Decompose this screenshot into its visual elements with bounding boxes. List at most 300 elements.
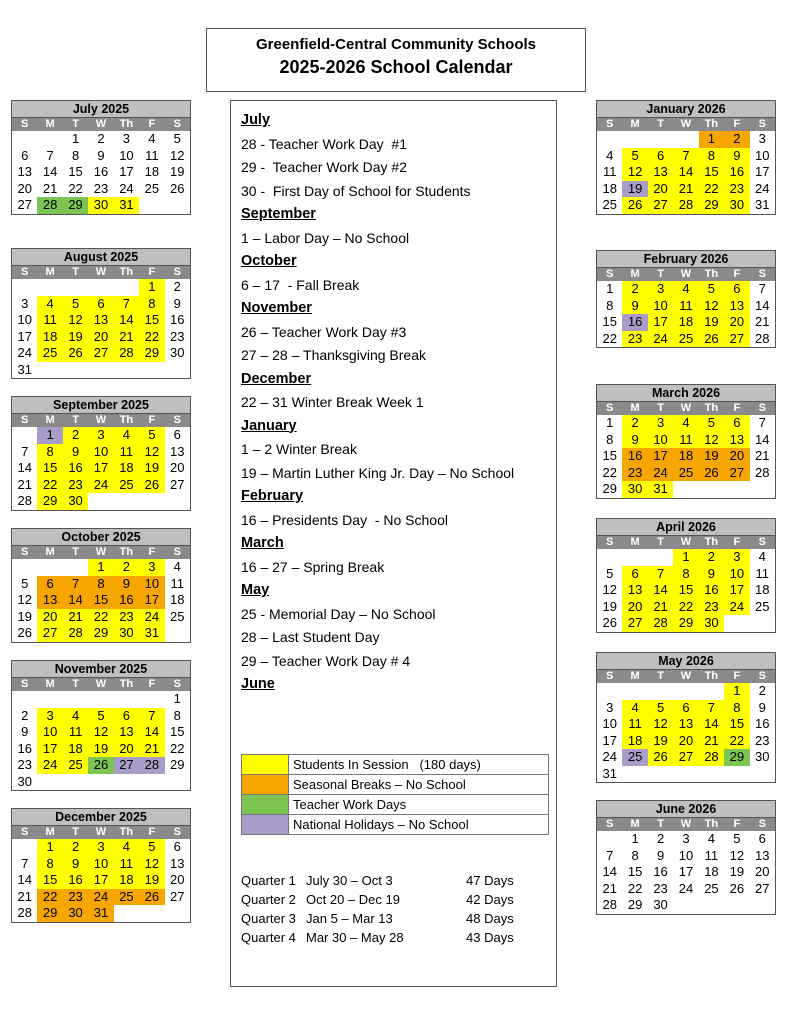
day-cell: 21 bbox=[699, 733, 724, 750]
event-month-heading: November bbox=[241, 300, 312, 316]
event-item: 6 – 17 - Fall Break bbox=[241, 276, 360, 293]
legend-swatch bbox=[242, 795, 289, 814]
day-cell: 26 bbox=[17, 625, 32, 640]
empty-day-cell bbox=[37, 774, 62, 791]
day-cell: 2 bbox=[724, 131, 749, 148]
empty-day-cell bbox=[12, 691, 37, 708]
day-cell: 15 bbox=[88, 592, 113, 609]
month-title: August 2025 bbox=[12, 249, 190, 266]
day-cell: 4 bbox=[173, 559, 181, 574]
legend-swatch bbox=[242, 815, 289, 834]
day-cell: 16 bbox=[622, 448, 647, 465]
day-cell: 9 bbox=[622, 432, 647, 449]
day-cell: 11 bbox=[602, 164, 617, 179]
weekday-label: M bbox=[45, 414, 55, 426]
day-cell: 29 bbox=[724, 749, 749, 766]
day-cell: 20 bbox=[724, 314, 749, 331]
day-cell: 28 bbox=[755, 464, 770, 480]
day-cell: 5 bbox=[699, 415, 724, 432]
day-cell: 9 bbox=[724, 148, 749, 165]
day-cell: 1 bbox=[37, 427, 62, 444]
day-cell: 30 bbox=[17, 773, 32, 789]
weekday-label: M bbox=[630, 402, 640, 414]
weekday-label: S bbox=[173, 678, 181, 690]
empty-day-cell bbox=[165, 625, 190, 642]
weekday-header bbox=[597, 268, 775, 281]
day-cell: 18 bbox=[144, 164, 160, 179]
day-cell: 5 bbox=[173, 131, 181, 146]
day-cell: 24 bbox=[17, 345, 32, 360]
day-cell: 10 bbox=[755, 147, 770, 163]
empty-day-cell bbox=[597, 831, 622, 848]
day-cell: 23 bbox=[63, 477, 88, 494]
weekday-label: S bbox=[173, 826, 181, 838]
day-cell: 18 bbox=[622, 733, 647, 750]
day-cell: 20 bbox=[114, 741, 139, 758]
weekday-label: S bbox=[21, 266, 29, 278]
day-cell: 28 bbox=[17, 493, 32, 508]
day-cell: 10 bbox=[37, 724, 62, 741]
day-cell: 9 bbox=[63, 444, 88, 461]
weekday-label: F bbox=[733, 402, 741, 414]
month-title: June 2026 bbox=[597, 801, 775, 818]
day-cell: 3 bbox=[122, 131, 131, 146]
day-cell: 7 bbox=[46, 147, 54, 163]
day-cell: 21 bbox=[602, 880, 617, 896]
empty-day-cell bbox=[724, 897, 749, 914]
day-cell: 11 bbox=[170, 575, 185, 591]
day-cell: 19 bbox=[729, 864, 745, 879]
weekday-label: S bbox=[606, 118, 614, 130]
empty-day-cell bbox=[114, 279, 139, 296]
quarters-table bbox=[241, 871, 541, 947]
empty-day-cell bbox=[37, 131, 62, 148]
empty-day-cell bbox=[165, 774, 190, 791]
day-cell: 23 bbox=[17, 757, 32, 772]
day-cell: 24 bbox=[88, 889, 113, 906]
day-cell: 13 bbox=[88, 312, 113, 329]
day-cell: 17 bbox=[17, 328, 32, 344]
day-cell: 7 bbox=[758, 281, 766, 296]
day-cell: 25 bbox=[63, 757, 88, 774]
weekday-label: M bbox=[630, 118, 640, 130]
event-month-heading: March bbox=[241, 535, 284, 551]
day-cell: 11 bbox=[673, 298, 698, 315]
weekday-label: W bbox=[680, 118, 692, 130]
day-cell: 5 bbox=[139, 839, 164, 856]
month-calendar bbox=[596, 384, 776, 499]
month-calendar bbox=[596, 250, 776, 348]
empty-day-cell bbox=[724, 615, 749, 632]
empty-day-cell bbox=[37, 362, 62, 379]
weekday-label: Th bbox=[704, 670, 719, 682]
day-cell: 24 bbox=[602, 749, 617, 764]
day-cell: 4 bbox=[37, 296, 62, 313]
weekday-label: M bbox=[630, 818, 640, 830]
weekday-label: Th bbox=[119, 414, 134, 426]
legend-label: Students In Session (180 days) bbox=[293, 757, 481, 772]
day-cell: 16 bbox=[63, 872, 88, 889]
weekday-label: F bbox=[148, 118, 156, 130]
day-cell: 11 bbox=[37, 312, 62, 329]
weekday-label: M bbox=[630, 670, 640, 682]
day-cell: 23 bbox=[755, 732, 770, 748]
quarter-row bbox=[241, 928, 541, 947]
day-cell: 23 bbox=[622, 331, 647, 348]
day-cell: 21 bbox=[63, 609, 88, 626]
empty-day-cell bbox=[139, 774, 164, 791]
empty-day-cell bbox=[139, 362, 164, 379]
event-month-heading: July bbox=[241, 112, 271, 128]
day-cell: 4 bbox=[63, 708, 88, 725]
day-cell: 26 bbox=[699, 331, 724, 348]
day-cell: 7 bbox=[606, 847, 614, 863]
district-name: Greenfield-Central Community Schools bbox=[255, 36, 537, 53]
day-cell: 8 bbox=[699, 148, 724, 165]
day-cell: 23 bbox=[93, 180, 109, 196]
events-list bbox=[231, 101, 556, 697]
day-cell: 8 bbox=[37, 444, 62, 461]
day-cell: 11 bbox=[755, 565, 770, 581]
weekday-label: F bbox=[733, 268, 741, 280]
weekday-label: M bbox=[630, 536, 640, 548]
day-cell: 15 bbox=[139, 312, 164, 329]
day-cell: 8 bbox=[173, 707, 181, 723]
day-cell: 19 bbox=[699, 314, 724, 331]
day-cell: 17 bbox=[602, 732, 617, 748]
day-cell: 22 bbox=[37, 889, 62, 906]
day-cell: 2 bbox=[21, 707, 29, 723]
day-cell: 3 bbox=[606, 699, 614, 715]
empty-day-cell bbox=[622, 549, 647, 566]
day-cell: 15 bbox=[37, 460, 62, 477]
legend-row bbox=[242, 795, 548, 815]
day-cell: 24 bbox=[755, 180, 770, 196]
quarter-days: 48 Days bbox=[466, 911, 514, 926]
event-item: 16 – 27 – Spring Break bbox=[241, 558, 385, 575]
day-cell: 26 bbox=[170, 180, 185, 196]
weekday-header bbox=[597, 402, 775, 415]
weekday-label: W bbox=[680, 268, 692, 280]
month-calendar bbox=[11, 100, 191, 215]
weekday-label: T bbox=[72, 414, 79, 426]
day-cell: 5 bbox=[88, 708, 113, 725]
empty-day-cell bbox=[648, 549, 673, 566]
day-cell: 17 bbox=[724, 582, 749, 599]
day-cell: 5 bbox=[21, 575, 29, 591]
weekday-header bbox=[12, 414, 190, 427]
legend-row bbox=[242, 815, 548, 834]
day-cell: 16 bbox=[755, 716, 770, 731]
day-cell: 23 bbox=[622, 465, 647, 482]
event-month-heading: December bbox=[241, 370, 312, 387]
day-cell: 3 bbox=[21, 295, 29, 311]
day-cell: 4 bbox=[758, 549, 766, 564]
day-cell: 20 bbox=[88, 329, 113, 346]
weekday-header bbox=[12, 266, 190, 279]
day-cell: 5 bbox=[622, 148, 647, 165]
day-cell: 1 bbox=[606, 415, 614, 430]
weekday-label: F bbox=[148, 266, 156, 278]
day-cell: 6 bbox=[758, 831, 766, 846]
day-cell: 9 bbox=[699, 566, 724, 583]
day-cell: 25 bbox=[673, 465, 698, 482]
day-cell: 19 bbox=[17, 608, 32, 624]
day-cell: 25 bbox=[673, 331, 698, 348]
month-title: February 2026 bbox=[597, 251, 775, 268]
day-cell: 28 bbox=[37, 197, 62, 214]
day-cell: 27 bbox=[114, 757, 139, 774]
day-cell: 8 bbox=[88, 576, 113, 593]
day-cell: 20 bbox=[622, 599, 647, 616]
day-cell: 12 bbox=[602, 582, 617, 597]
day-cell: 14 bbox=[673, 164, 698, 181]
day-cell: 20 bbox=[724, 448, 749, 465]
day-cell: 1 bbox=[699, 131, 724, 148]
day-cell: 24 bbox=[88, 477, 113, 494]
day-cell: 16 bbox=[653, 864, 668, 879]
day-grid bbox=[597, 281, 775, 347]
legend-label: Teacher Work Days bbox=[293, 797, 407, 812]
day-cell: 12 bbox=[139, 444, 164, 461]
month-title: January 2026 bbox=[597, 101, 775, 118]
empty-day-cell bbox=[139, 493, 164, 510]
day-cell: 19 bbox=[63, 329, 88, 346]
day-cell: 6 bbox=[173, 427, 181, 442]
day-cell: 13 bbox=[648, 164, 673, 181]
weekday-label: M bbox=[45, 546, 55, 558]
day-grid bbox=[12, 131, 190, 214]
day-cell: 29 bbox=[699, 197, 724, 214]
day-cell: 3 bbox=[724, 549, 749, 566]
day-cell: 27 bbox=[17, 197, 32, 212]
weekday-label: W bbox=[680, 670, 692, 682]
day-cell: 6 bbox=[173, 839, 181, 854]
day-cell: 2 bbox=[173, 279, 181, 294]
day-cell: 26 bbox=[63, 345, 88, 362]
day-cell: 29 bbox=[37, 493, 62, 510]
day-cell: 16 bbox=[63, 460, 88, 477]
day-cell: 13 bbox=[673, 716, 698, 733]
month-title: November 2025 bbox=[12, 661, 190, 678]
quarter-range: Oct 20 – Dec 19 bbox=[306, 892, 400, 907]
day-cell: 14 bbox=[139, 724, 164, 741]
event-item: 16 – Presidents Day - No School bbox=[241, 511, 448, 528]
weekday-label: T bbox=[657, 670, 664, 682]
day-cell: 20 bbox=[170, 460, 185, 475]
day-cell: 1 bbox=[37, 839, 62, 856]
day-cell: 16 bbox=[724, 164, 749, 181]
day-cell: 14 bbox=[42, 164, 58, 179]
month-calendar bbox=[596, 800, 776, 915]
day-cell: 31 bbox=[139, 625, 164, 642]
day-cell: 7 bbox=[673, 148, 698, 165]
empty-day-cell bbox=[88, 774, 113, 791]
day-cell: 9 bbox=[63, 856, 88, 873]
day-cell: 16 bbox=[699, 582, 724, 599]
event-item: 25 - Memorial Day – No School bbox=[241, 605, 436, 622]
weekday-label: Th bbox=[704, 268, 719, 280]
day-cell: 14 bbox=[17, 872, 32, 887]
event-item: 27 – 28 – Thanksgiving Break bbox=[241, 347, 426, 363]
day-cell: 12 bbox=[648, 716, 673, 733]
weekday-label: T bbox=[72, 118, 79, 130]
event-month-heading: January bbox=[241, 417, 297, 434]
month-calendar bbox=[11, 248, 191, 379]
day-cell: 28 bbox=[648, 615, 673, 632]
day-cell: 5 bbox=[699, 281, 724, 298]
weekday-label: W bbox=[95, 414, 107, 426]
empty-day-cell bbox=[724, 766, 749, 783]
day-cell: 25 bbox=[114, 477, 139, 494]
weekday-label: Th bbox=[704, 536, 719, 548]
weekday-label: T bbox=[657, 402, 664, 414]
weekday-label: M bbox=[45, 118, 55, 130]
day-cell: 6 bbox=[21, 147, 29, 163]
day-cell: 18 bbox=[755, 582, 770, 597]
empty-day-cell bbox=[88, 362, 113, 379]
weekday-header bbox=[597, 118, 775, 131]
day-cell: 16 bbox=[93, 164, 109, 179]
empty-day-cell bbox=[699, 766, 724, 783]
day-cell: 15 bbox=[602, 314, 617, 329]
weekday-header bbox=[12, 826, 190, 839]
day-cell: 10 bbox=[139, 576, 164, 593]
day-cell: 15 bbox=[673, 582, 698, 599]
day-cell: 22 bbox=[139, 329, 164, 346]
empty-day-cell bbox=[165, 493, 190, 510]
day-cell: 8 bbox=[606, 297, 614, 313]
day-cell: 15 bbox=[724, 716, 749, 733]
day-cell: 4 bbox=[606, 147, 614, 163]
weekday-header bbox=[12, 118, 190, 131]
calendar-title: 2025-2026 School Calendar bbox=[279, 57, 513, 77]
day-cell: 6 bbox=[673, 700, 698, 717]
weekday-header bbox=[12, 546, 190, 559]
day-grid bbox=[597, 831, 775, 914]
calendar-title-box bbox=[206, 28, 586, 92]
empty-day-cell bbox=[88, 279, 113, 296]
day-cell: 18 bbox=[673, 314, 698, 331]
day-cell: 12 bbox=[139, 856, 164, 873]
empty-day-cell bbox=[750, 897, 775, 914]
day-cell: 1 bbox=[71, 131, 80, 146]
empty-day-cell bbox=[750, 615, 775, 632]
day-cell: 29 bbox=[673, 615, 698, 632]
day-cell: 13 bbox=[755, 847, 770, 863]
weekday-header bbox=[597, 670, 775, 683]
day-cell: 24 bbox=[139, 609, 164, 626]
empty-day-cell bbox=[37, 691, 62, 708]
day-cell: 28 bbox=[114, 345, 139, 362]
day-cell: 1 bbox=[173, 691, 181, 706]
day-cell: 25 bbox=[170, 608, 185, 624]
day-cell: 10 bbox=[724, 566, 749, 583]
day-cell: 16 bbox=[170, 312, 185, 327]
event-month-heading: May bbox=[241, 582, 270, 598]
month-calendar bbox=[11, 396, 191, 511]
weekday-header bbox=[597, 536, 775, 549]
day-cell: 15 bbox=[68, 164, 83, 179]
month-title: March 2026 bbox=[597, 385, 775, 402]
empty-day-cell bbox=[114, 493, 139, 510]
day-cell: 2 bbox=[656, 831, 665, 846]
day-cell: 18 bbox=[63, 741, 88, 758]
weekday-label: S bbox=[758, 818, 766, 830]
quarter-days: 42 Days bbox=[466, 892, 514, 907]
month-calendar bbox=[596, 100, 776, 215]
day-cell: 29 bbox=[37, 905, 62, 922]
empty-day-cell bbox=[37, 279, 62, 296]
day-cell: 23 bbox=[699, 599, 724, 616]
day-cell: 15 bbox=[37, 872, 62, 889]
day-cell: 20 bbox=[673, 733, 698, 750]
day-cell: 4 bbox=[707, 831, 716, 846]
day-cell: 8 bbox=[631, 847, 639, 863]
day-cell: 19 bbox=[139, 460, 164, 477]
day-cell: 30 bbox=[699, 615, 724, 632]
day-cell: 6 bbox=[114, 708, 139, 725]
day-cell: 15 bbox=[627, 864, 643, 879]
day-cell: 11 bbox=[63, 724, 88, 741]
empty-day-cell bbox=[12, 279, 37, 296]
day-cell: 9 bbox=[622, 298, 647, 315]
day-cell: 5 bbox=[606, 565, 614, 581]
day-cell: 7 bbox=[139, 708, 164, 725]
day-cell: 23 bbox=[170, 328, 185, 344]
day-cell: 3 bbox=[88, 427, 113, 444]
empty-day-cell bbox=[12, 427, 37, 444]
day-cell: 14 bbox=[755, 297, 770, 313]
event-month-heading: September bbox=[241, 206, 316, 222]
day-cell: 17 bbox=[678, 864, 694, 879]
day-cell: 30 bbox=[63, 905, 88, 922]
day-cell: 11 bbox=[673, 432, 698, 449]
day-cell: 4 bbox=[622, 700, 647, 717]
day-cell: 5 bbox=[63, 296, 88, 313]
empty-day-cell bbox=[699, 897, 724, 914]
day-cell: 25 bbox=[114, 889, 139, 906]
day-cell: 26 bbox=[699, 465, 724, 482]
empty-day-cell bbox=[114, 362, 139, 379]
weekday-label: S bbox=[606, 670, 614, 682]
day-cell: 23 bbox=[114, 609, 139, 626]
day-cell: 16 bbox=[17, 740, 32, 756]
empty-day-cell bbox=[673, 481, 698, 498]
quarter-name: Quarter 3 bbox=[241, 911, 296, 926]
weekday-label: S bbox=[758, 402, 766, 414]
day-cell: 11 bbox=[114, 856, 139, 873]
weekday-label: T bbox=[657, 818, 664, 830]
weekday-label: W bbox=[95, 826, 107, 838]
day-cell: 10 bbox=[17, 312, 32, 327]
day-cell: 21 bbox=[139, 741, 164, 758]
weekday-label: Th bbox=[704, 818, 719, 830]
weekday-label: Th bbox=[119, 678, 134, 690]
day-cell: 13 bbox=[114, 724, 139, 741]
day-cell: 24 bbox=[678, 880, 694, 896]
day-cell: 14 bbox=[602, 864, 617, 879]
day-cell: 26 bbox=[622, 197, 647, 214]
day-cell: 25 bbox=[37, 345, 62, 362]
empty-day-cell bbox=[597, 549, 622, 566]
empty-day-cell bbox=[673, 766, 698, 783]
quarter-days: 43 Days bbox=[466, 930, 514, 945]
day-cell: 9 bbox=[656, 847, 665, 863]
weekday-label: W bbox=[95, 546, 107, 558]
day-cell: 1 bbox=[88, 559, 113, 576]
empty-day-cell bbox=[139, 905, 164, 922]
